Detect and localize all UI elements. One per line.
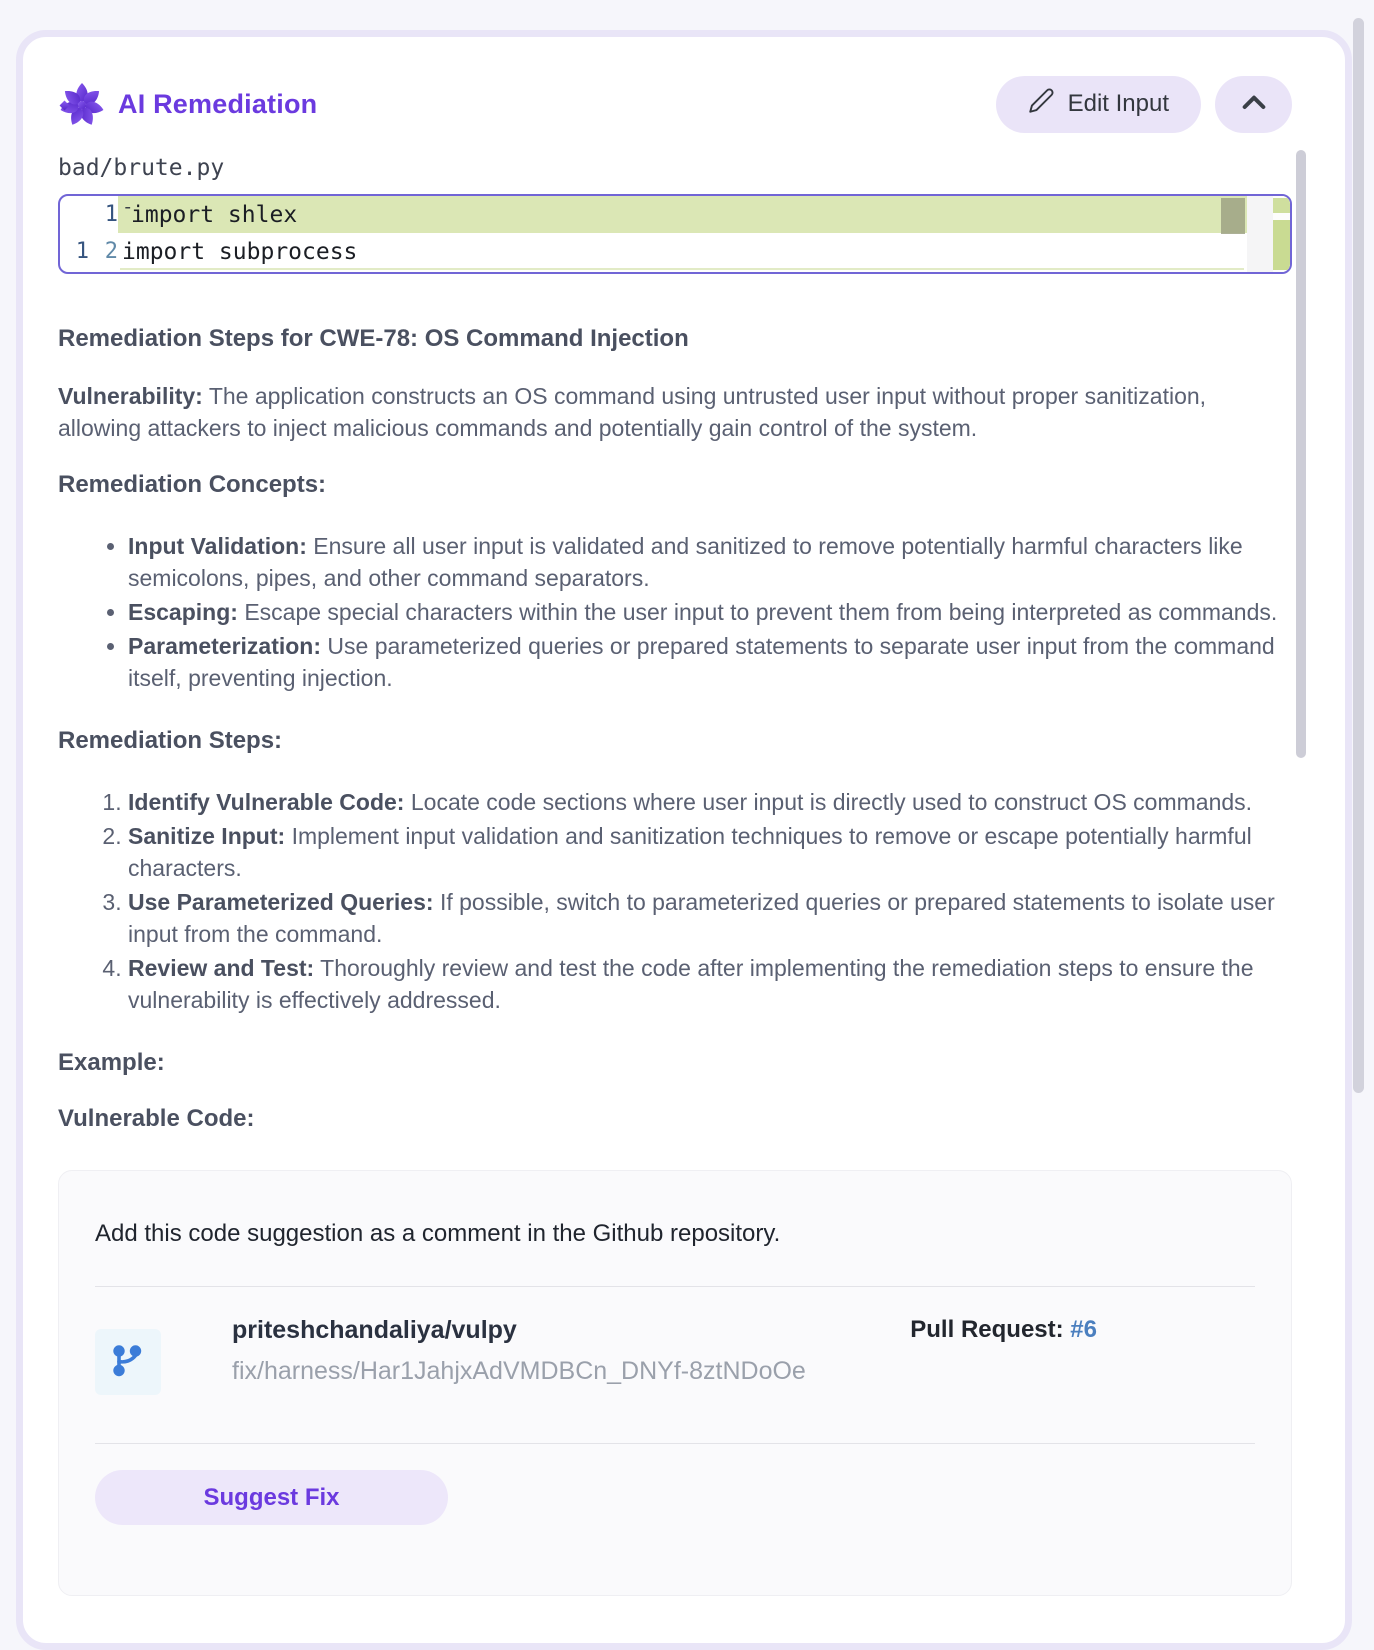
- remediation-title: Remediation Steps for CWE-78: OS Command Injection: [58, 325, 689, 352]
- vulnerability-label: Vulnerability:: [58, 383, 203, 409]
- ai-remediation-panel: [16, 30, 1352, 1650]
- page-scrollbar[interactable]: [1353, 18, 1364, 1093]
- pull-request: Pull Request: #6: [910, 1316, 1097, 1343]
- list-item: • Escaping: Escape special characters within the user input to prevent them from being interpreted as commands.: [128, 596, 1292, 628]
- repo-branch: fix/harness/Har1JahjxAdVMDBCn_DNYf-8ztNDoOe: [232, 1357, 806, 1385]
- repo-icon-box: [95, 1329, 161, 1395]
- concepts-heading: Remediation Concepts:: [58, 471, 327, 498]
- concepts-list: [58, 530, 1292, 694]
- diff-chunk-edge: [120, 268, 1244, 270]
- edit-input-label: Edit Input: [1067, 90, 1169, 117]
- repo-name: priteshchandaliya/vulpy: [232, 1316, 517, 1344]
- list-item: • Parameterization: Use parameterized queries or prepared statements to separate user input from the command itself, preventing injection.: [128, 630, 1292, 694]
- pull-request-link[interactable]: #6: [1070, 1316, 1097, 1343]
- steps-list: [58, 786, 1292, 1016]
- repo-text: [232, 1316, 806, 1386]
- chevron-up-icon: [1238, 87, 1270, 122]
- edit-input-button[interactable]: [996, 76, 1201, 133]
- collapse-button[interactable]: [1215, 76, 1292, 133]
- diff-minimap-gutter: [1247, 196, 1290, 272]
- line-number-new: 1: [104, 202, 118, 227]
- list-item: 2. Sanitize Input: Implement input validation and sanitization techniques to remove or escape potentially harmful characters.: [128, 820, 1292, 884]
- content-scrollbar[interactable]: [1296, 150, 1306, 758]
- list-item: • Input Validation: Ensure all user input is validated and sanitized to remove potentially harmful characters like semicolons, pipes, and other command separators.: [128, 530, 1292, 594]
- list-item: 3. Use Parameterized Queries: If possible, switch to parameterized queries or prepared statements to isolate user input from the command.: [128, 886, 1292, 950]
- header-actions: [996, 76, 1292, 133]
- code-text-added: - import shlex: [118, 196, 1290, 233]
- code-text-context: import subprocess: [122, 238, 358, 265]
- chunk-marker: -: [122, 195, 134, 218]
- divider: [95, 1443, 1255, 1444]
- vulnerability-paragraph: Vulnerability: The application constructs an OS command using untrusted user input without proper sanitization, allowing attackers to inject malicious commands and potentially gain control of the system.: [58, 383, 1207, 441]
- list-item: 1. Identify Vulnerable Code: Locate code sections where user input is directly used to construct OS commands.: [128, 786, 1292, 818]
- panel-header: [58, 75, 1292, 133]
- minimap-added-segment: [1273, 220, 1290, 270]
- steps-heading: Remediation Steps:: [58, 727, 283, 754]
- diff-editor[interactable]: [58, 194, 1292, 274]
- flower-logo-icon: [58, 80, 106, 128]
- repo-row: [95, 1316, 1255, 1395]
- divider: [95, 1286, 1255, 1287]
- pencil-icon: [1028, 87, 1055, 121]
- suggestion-card: [58, 1170, 1292, 1596]
- diff-line-context: [60, 233, 1290, 270]
- diff-line-added: [60, 196, 1290, 233]
- git-branch-icon: [110, 1342, 146, 1383]
- suggest-fix-button[interactable]: Suggest Fix: [95, 1470, 448, 1525]
- card-instruction: Add this code suggestion as a comment in the Github repository.: [95, 1220, 781, 1247]
- diff-minimap: [1273, 196, 1290, 272]
- diff-scroll-track[interactable]: [1247, 196, 1273, 272]
- line-number-old: 1: [75, 239, 89, 264]
- list-item: 4. Review and Test: Thoroughly review and test the code after implementing the remediation steps to ensure the vulnerability is effectively addressed.: [128, 952, 1292, 1016]
- example-heading: Example:: [58, 1049, 165, 1076]
- page-title: AI Remediation: [118, 88, 318, 119]
- line-number-new: 2: [104, 239, 118, 264]
- diff-scrollbar-thumb[interactable]: [1221, 198, 1245, 234]
- vulnerable-code-heading: Vulnerable Code:: [58, 1105, 255, 1132]
- diff-filename: bad/brute.py: [58, 155, 225, 181]
- minimap-added-segment: [1273, 198, 1290, 213]
